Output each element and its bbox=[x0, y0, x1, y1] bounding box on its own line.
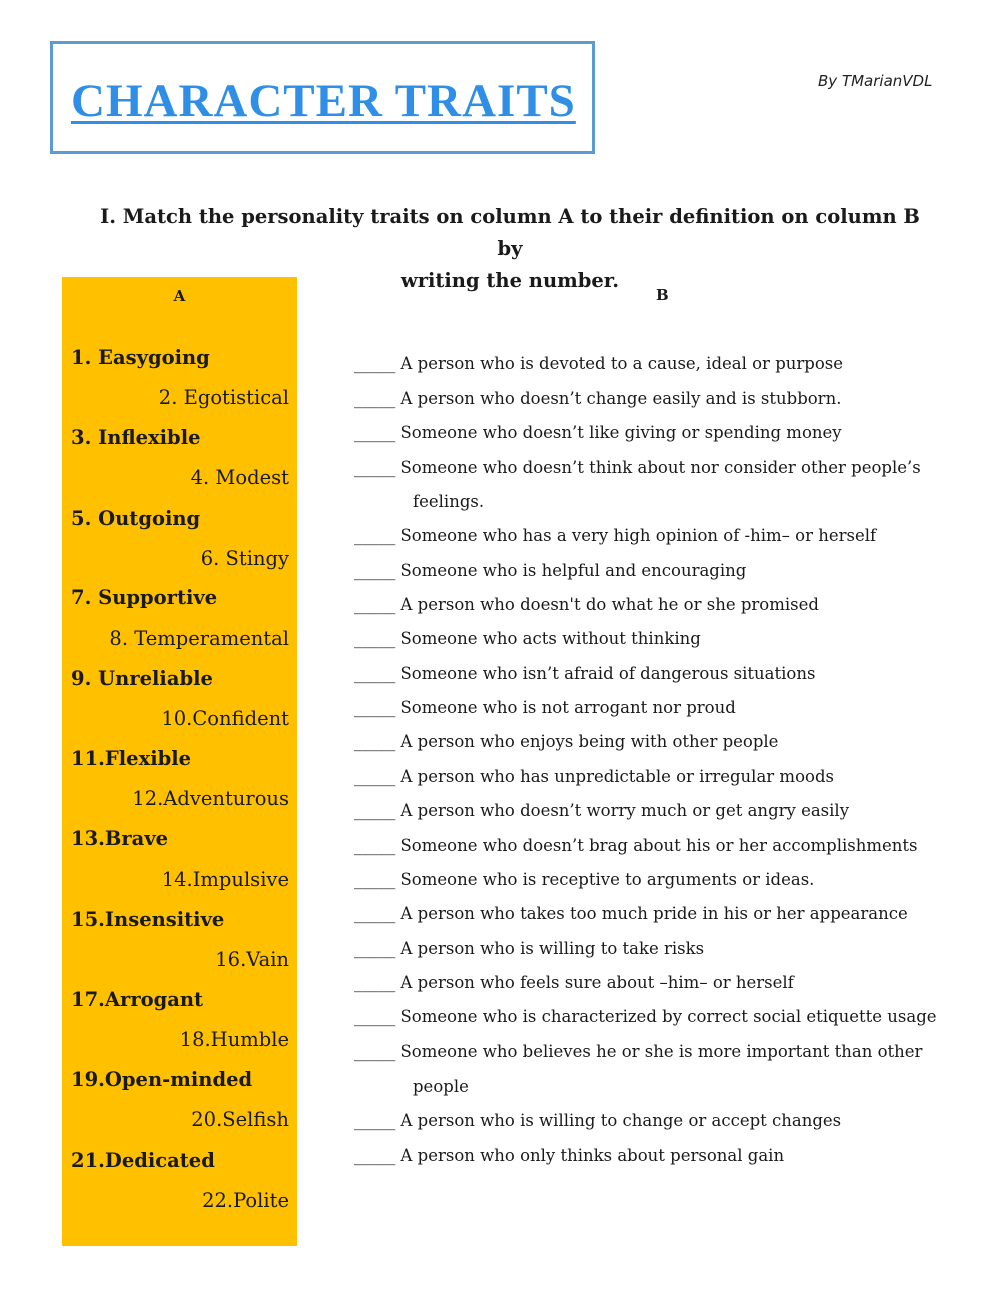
trait-item: 15.Insensitive bbox=[71, 908, 225, 931]
definition-continuation: people bbox=[413, 1077, 469, 1096]
definition-item: _____ Someone who is characterized by correct social etiquette usage bbox=[354, 1007, 937, 1026]
trait-item: 6. Stingy bbox=[200, 547, 289, 570]
trait-item: 12.Adventurous bbox=[132, 787, 289, 810]
definition-item: _____ A person who doesn’t change easily and is stubborn. bbox=[354, 389, 842, 408]
definition-item: _____ A person who doesn't do what he or she promised bbox=[354, 595, 819, 614]
page-title: CHARACTER TRAITS bbox=[71, 75, 576, 127]
trait-item: 2. Egotistical bbox=[158, 386, 289, 409]
trait-item: 9. Unreliable bbox=[71, 667, 213, 690]
trait-item: 3. Inflexible bbox=[71, 426, 201, 449]
definition-item: _____ Someone who isn’t afraid of dangerous situations bbox=[354, 664, 816, 683]
instructions-line-1: I. Match the personality traits on column A to their definition on column B by bbox=[100, 205, 920, 260]
definition-item: _____ Someone who is not arrogant nor proud bbox=[354, 698, 736, 717]
trait-item: 14.Impulsive bbox=[161, 868, 289, 891]
trait-item: 20.Selfish bbox=[191, 1108, 289, 1131]
title-box bbox=[50, 41, 595, 154]
definition-item: _____ A person who has unpredictable or irregular moods bbox=[354, 767, 834, 786]
trait-item: 4. Modest bbox=[190, 466, 289, 489]
definition-item: _____ Someone who has a very high opinion of -him– or herself bbox=[354, 526, 877, 545]
definition-item: _____ Someone who acts without thinking bbox=[354, 629, 701, 648]
trait-item: 18.Humble bbox=[179, 1028, 289, 1051]
definition-item: _____ A person who is willing to take risks bbox=[354, 939, 705, 958]
trait-item: 21.Dedicated bbox=[71, 1149, 215, 1172]
definition-item: _____ Someone who is helpful and encouraging bbox=[354, 561, 747, 580]
definition-continuation: feelings. bbox=[413, 492, 485, 511]
definition-item: _____ Someone who doesn’t think about nor consider other people’s bbox=[354, 458, 921, 477]
trait-item: 5. Outgoing bbox=[71, 507, 201, 530]
trait-item: 13.Brave bbox=[71, 827, 169, 850]
definition-item: _____ Someone who doesn’t like giving or spending money bbox=[354, 423, 842, 442]
definition-item: _____ A person who only thinks about personal gain bbox=[354, 1146, 785, 1165]
column-a-header: A bbox=[173, 287, 186, 305]
column-a bbox=[62, 277, 297, 1246]
trait-item: 10.Confident bbox=[161, 707, 289, 730]
author-credit: By TMarianVDL bbox=[818, 72, 933, 90]
definition-item: _____ Someone who is receptive to arguments or ideas. bbox=[354, 870, 815, 889]
definition-item: _____ Someone who believes he or she is more important than other bbox=[354, 1042, 923, 1061]
trait-item: 8. Temperamental bbox=[109, 627, 289, 650]
definition-item: _____ A person who takes too much pride in his or her appearance bbox=[354, 904, 908, 923]
trait-item: 19.Open-minded bbox=[71, 1068, 253, 1091]
instructions-line-2: writing the number. bbox=[400, 269, 620, 292]
definition-item: _____ A person who feels sure about –him– or herself bbox=[354, 973, 794, 992]
trait-item: 16.Vain bbox=[215, 948, 289, 971]
trait-item: 22.Polite bbox=[202, 1189, 289, 1212]
definition-item: _____ Someone who doesn’t brag about his or her accomplishments bbox=[354, 836, 918, 855]
trait-item: 17.Arrogant bbox=[71, 988, 204, 1011]
definition-item: _____ A person who is devoted to a cause, ideal or purpose bbox=[354, 354, 843, 373]
trait-item: 11.Flexible bbox=[71, 747, 192, 770]
definition-item: _____ A person who doesn’t worry much or get angry easily bbox=[354, 801, 850, 820]
trait-item: 7. Supportive bbox=[71, 586, 218, 609]
definition-item: _____ A person who is willing to change or accept changes bbox=[354, 1111, 842, 1130]
column-b-header: B bbox=[656, 286, 669, 304]
trait-item: 1. Easygoing bbox=[71, 346, 210, 369]
definition-item: _____ A person who enjoys being with other people bbox=[354, 732, 779, 751]
